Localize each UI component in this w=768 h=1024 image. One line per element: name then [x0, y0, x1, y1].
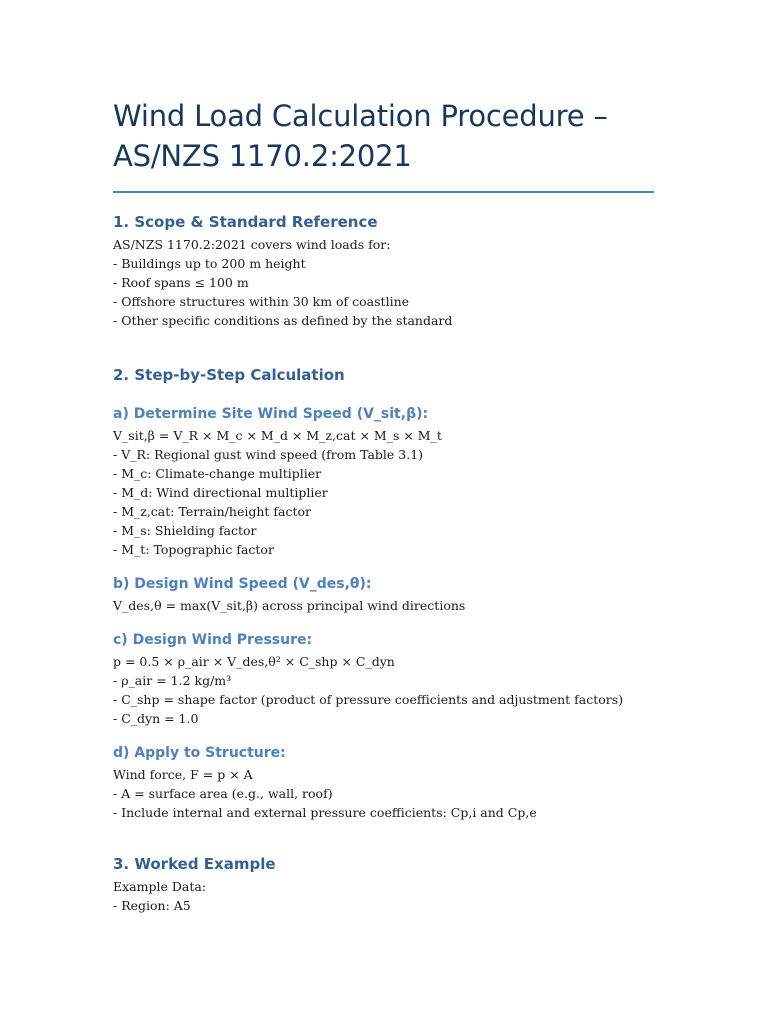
- subsection-heading: d) Apply to Structure:: [113, 745, 286, 761]
- formula-line: Wind force, F = p × A: [113, 767, 253, 782]
- text-line: - ρ_air = 1.2 kg/m³: [113, 673, 232, 688]
- formula-line: V_sit,β = V_R × M_c × M_d × M_z,cat × M_s × M_t: [113, 428, 442, 443]
- text-line: - Other specific conditions as defined by the standard: [113, 313, 453, 328]
- section-heading: 2. Step-by-Step Calculation: [113, 366, 345, 384]
- text-line: Example Data:: [113, 879, 207, 894]
- section-scope: [113, 212, 658, 330]
- text-line: - M_s: Shielding factor: [113, 523, 257, 538]
- text-line: - M_t: Topographic factor: [113, 542, 274, 557]
- text-line: - A = surface area (e.g., wall, roof): [113, 786, 333, 801]
- text-line: - V_R: Regional gust wind speed (from Table 3.1): [113, 447, 424, 462]
- subsection-design-wind-speed: [113, 574, 658, 615]
- document-title-line-2: AS/NZS 1170.2:2021: [113, 139, 412, 173]
- text-line: - Buildings up to 200 m height: [113, 256, 306, 271]
- section-calculation: [113, 365, 658, 385]
- title-divider: [113, 191, 654, 193]
- title-block: [113, 96, 658, 193]
- text-line: - Region: A5: [113, 898, 191, 913]
- text-line: - Roof spans ≤ 100 m: [113, 275, 249, 290]
- subsection-heading: b) Design Wind Speed (V_des,θ):: [113, 576, 372, 592]
- document-title-line-1: Wind Load Calculation Procedure –: [113, 99, 608, 133]
- formula-line: V_des,θ = max(V_sit,β) across principal wind directions: [113, 598, 466, 613]
- subsection-apply-to-structure: [113, 743, 658, 822]
- subsection-design-wind-pressure: [113, 630, 658, 728]
- formula-line: p = 0.5 × ρ_air × V_des,θ² × C_shp × C_dyn: [113, 654, 395, 669]
- text-line: - M_d: Wind directional multiplier: [113, 485, 328, 500]
- text-line: - Include internal and external pressure coefficients: Cp,i and Cp,e: [113, 805, 537, 820]
- subsection-site-wind-speed: [113, 404, 658, 559]
- text-line: - Offshore structures within 30 km of coastline: [113, 294, 410, 309]
- section-worked-example: [113, 854, 658, 915]
- text-line: - M_z,cat: Terrain/height factor: [113, 504, 311, 519]
- text-line: - C_shp = shape factor (product of pressure coefficients and adjustment factors): [113, 692, 624, 707]
- subsection-heading: a) Determine Site Wind Speed (V_sit,β):: [113, 406, 429, 422]
- section-heading: 1. Scope & Standard Reference: [113, 213, 378, 231]
- subsection-heading: c) Design Wind Pressure:: [113, 632, 313, 648]
- text-line: AS/NZS 1170.2:2021 covers wind loads for:: [113, 237, 391, 252]
- text-line: - C_dyn = 1.0: [113, 711, 199, 726]
- section-heading: 3. Worked Example: [113, 855, 276, 873]
- text-line: - M_c: Climate-change multiplier: [113, 466, 322, 481]
